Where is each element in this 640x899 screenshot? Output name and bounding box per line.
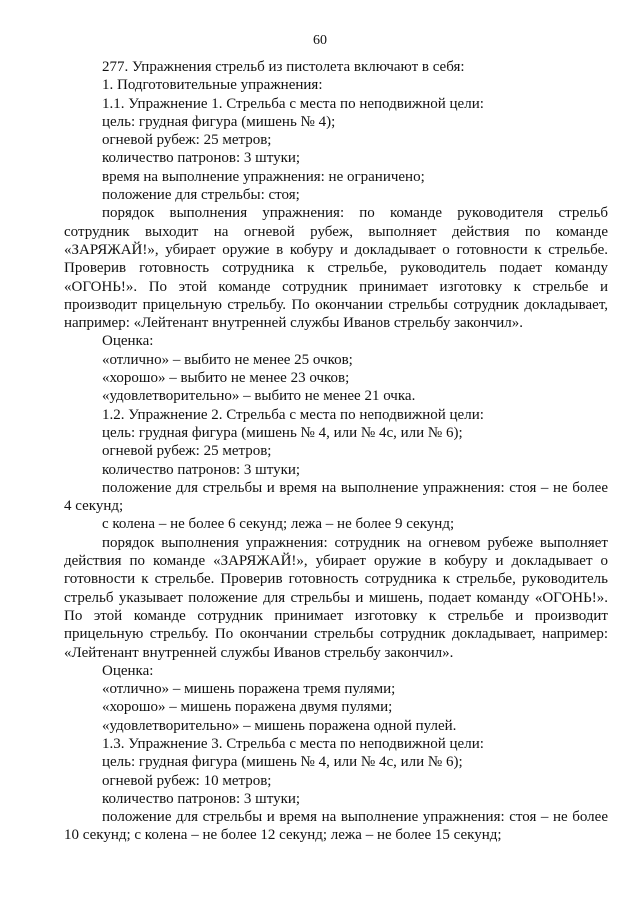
paragraph: цель: грудная фигура (мишень № 4, или № 4с, или № 6); [102, 424, 463, 441]
paragraph: время на выполнение упражнения: не ограничено; [102, 168, 425, 185]
paragraph: огневой рубеж: 25 метров; [102, 132, 272, 149]
paragraph: положение для стрельбы и время на выполнение упражнения: стоя – не более 4 секунд; [64, 479, 608, 515]
paragraph: положение для стрельбы: стоя; [102, 187, 300, 204]
paragraph: количество патронов: 3 штуки; [102, 461, 301, 478]
document-body [64, 58, 608, 845]
paragraph: 1.2. Упражнение 2. Стрельба с места по неподвижной цели: [102, 406, 484, 423]
paragraph: «удовлетворительно» – мишень поражена одной пулей. [102, 717, 457, 734]
paragraph: порядок выполнения упражнения: по команде руководителя стрельб сотрудник выходит на огневой рубеж, выполняет действия по команде «ЗАРЯЖАЙ!», убирает оружие в кобуру и докладывает о готовности к стрельбе. Проверив готовность сотрудника к стрельбе, руководитель подает команду «ОГОНЬ!». По этой команде сотрудник принимает изготовку к стрельбе и производит прицельную стрельбу. По окончании стрельбы сотрудник докладывает, например: «Лейтенант внутренней службы Иванов стрельбу закончил». [64, 205, 608, 332]
paragraph: Оценка: [102, 662, 154, 679]
paragraph: 1.1. Упражнение 1. Стрельба с места по неподвижной цели: [102, 95, 484, 112]
paragraph: огневой рубеж: 25 метров; [102, 443, 272, 460]
paragraph: с колена – не более 6 секунд; лежа – не более 9 секунд; [102, 516, 455, 533]
paragraph: порядок выполнения упражнения: сотрудник на огневом рубеже выполняет действия по команде «ЗАРЯЖАЙ!», убирает оружие в кобуру и докладывает о готовности к стрельбе. Проверив готовность сотрудника к стрельбе, руководитель стрельб указывает положение для стрельбы и мишень, подает команду «ОГОНЬ!». По этой команде сотрудник принимает изготовку к стрельбе и производит прицельную стрельбу. По окончании стрельбы сотрудник докладывает, например: «Лейтенант внутренней службы Иванов стрельбу закончил». [64, 534, 608, 661]
paragraph: 1. Подготовительные упражнения: [102, 77, 323, 94]
paragraph: «отлично» – выбито не менее 25 очков; [102, 351, 353, 368]
page-number: 60 [313, 33, 327, 48]
paragraph: количество патронов: 3 штуки; [102, 790, 301, 807]
paragraph: 277. Упражнения стрельб из пистолета включают в себя: [102, 59, 465, 75]
paragraph: Оценка: [102, 333, 154, 350]
paragraph: положение для стрельбы и время на выполнение упражнения: стоя – не более 10 секунд; с колена – не более 12 секунд; лежа – не более 15 секунд; [64, 809, 608, 844]
paragraph: «хорошо» – выбито не менее 23 очков; [102, 370, 350, 387]
paragraph: количество патронов: 3 штуки; [102, 150, 301, 167]
paragraph: 1.3. Упражнение 3. Стрельба с места по неподвижной цели: [102, 735, 484, 752]
paragraph: «отлично» – мишень поражена тремя пулями; [102, 681, 396, 698]
paragraph: огневой рубеж: 10 метров; [102, 772, 272, 789]
paragraph: «удовлетворительно» – выбито не менее 21 очка. [102, 388, 416, 405]
paragraph: цель: грудная фигура (мишень № 4); [102, 113, 336, 130]
paragraph: «хорошо» – мишень поражена двумя пулями; [102, 699, 393, 716]
paragraph: цель: грудная фигура (мишень № 4, или № 4с, или № 6); [102, 754, 463, 771]
